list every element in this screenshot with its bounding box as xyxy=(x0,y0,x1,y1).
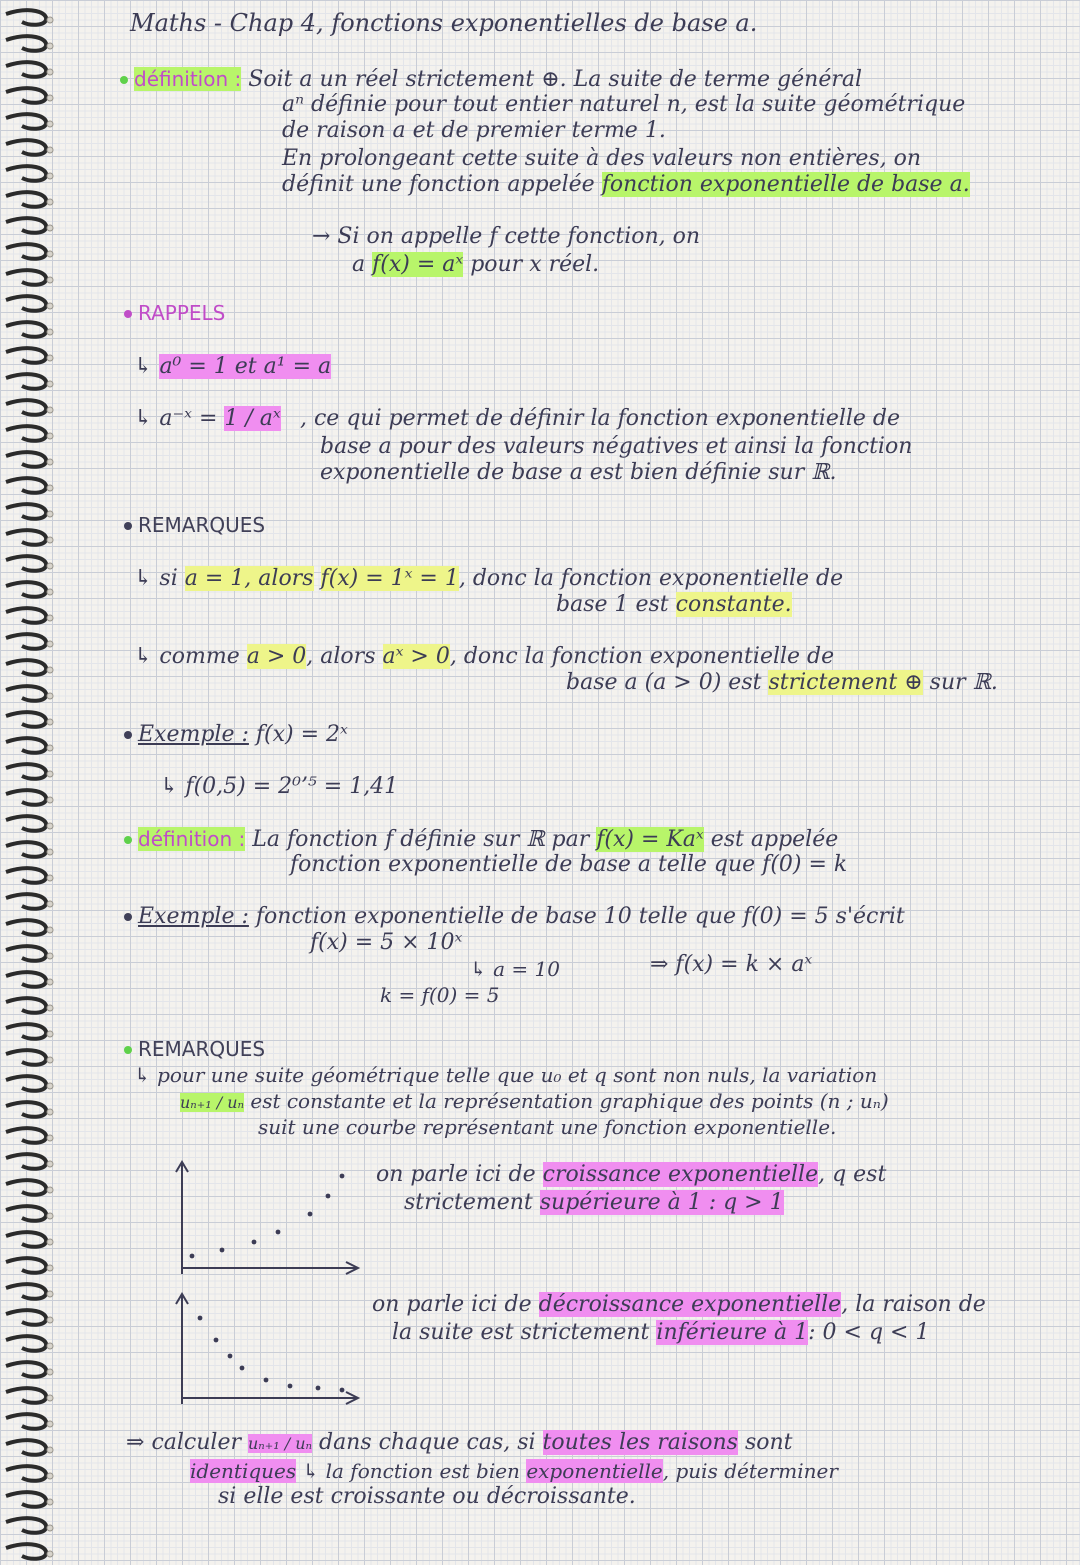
def2-label: définition : xyxy=(138,827,246,851)
spiral-ring xyxy=(6,816,46,831)
def1-sub-2c: pour x réel. xyxy=(470,252,600,277)
ex2-label: Exemple : xyxy=(138,904,249,929)
binding-hole xyxy=(47,1291,53,1297)
spiral-ring xyxy=(6,1440,46,1455)
rappels-line1 xyxy=(134,354,331,380)
binding-hole xyxy=(47,407,53,413)
def2-l1a: La fonction f définie sur ℝ par xyxy=(252,827,590,852)
spiral-ring xyxy=(6,218,46,233)
rappels-r2b: , ce qui permet de définir la fonction exponentielle de xyxy=(300,406,901,431)
rappels-line2 xyxy=(134,406,281,432)
growth-graph-icon xyxy=(170,1156,370,1280)
spiral-ring xyxy=(6,1232,46,1247)
def1-text-4: En prolongeant cette suite à des valeurs non entières, on xyxy=(282,146,922,171)
spiral-ring xyxy=(6,946,46,961)
bullet xyxy=(120,76,128,84)
spiral-ring xyxy=(6,426,46,441)
rem2-decroissance-line2 xyxy=(392,1320,929,1346)
rappels-label: RAPPELS xyxy=(138,301,226,325)
binding-hole xyxy=(47,1239,53,1245)
def2-line1 xyxy=(124,826,838,853)
def1-text-3: de raison a et de premier terme 1. xyxy=(282,118,666,143)
spiral-ring xyxy=(6,192,46,207)
def1-sub-2a: a xyxy=(352,252,366,277)
binding-hole xyxy=(47,1213,53,1219)
def1-line1 xyxy=(120,66,862,93)
concl-l2c: exponentielle xyxy=(526,1459,663,1483)
spiral-ring xyxy=(6,1180,46,1195)
binding-hole xyxy=(47,823,53,829)
rappels-r2d: exponentielle de base a est bien définie sur ℝ. xyxy=(320,460,837,485)
binding-hole xyxy=(47,641,53,647)
spiral-ring xyxy=(6,660,46,675)
binding-hole xyxy=(47,1005,53,1011)
ex2-l5: k = f(0) = 5 xyxy=(380,983,500,1007)
rem2-decroissance-line1 xyxy=(372,1292,986,1318)
spiral-ring xyxy=(6,322,46,337)
binding-hole xyxy=(47,95,53,101)
bullet xyxy=(124,1046,132,1054)
concl-line1 xyxy=(126,1430,793,1457)
rem2-l3: suit une courbe représentant une fonction exponentielle. xyxy=(258,1115,837,1139)
binding-hole xyxy=(47,17,53,23)
rem1-m2g: strictement ⊕ xyxy=(768,670,923,695)
spiral-ring xyxy=(6,140,46,155)
def1-text-1: Soit a un réel strictement ⊕. La suite de terme général xyxy=(248,67,863,92)
spiral-ring xyxy=(6,1336,46,1351)
rem2-d1a: on parle ici de xyxy=(372,1292,532,1317)
binding-hole xyxy=(47,849,53,855)
spiral-ring xyxy=(6,530,46,545)
rem1-m2h: sur ℝ. xyxy=(929,670,998,695)
binding-hole xyxy=(47,459,53,465)
concl-l3: si elle est croissante ou décroissante. xyxy=(218,1484,636,1509)
spiral-ring xyxy=(6,1258,46,1273)
rem1-m1a: ↳ si xyxy=(134,566,178,591)
spiral-ring xyxy=(6,1024,46,1039)
def1-text-5a: définit une fonction appelée xyxy=(282,172,595,197)
spiral-ring xyxy=(6,790,46,805)
binding-hole xyxy=(47,381,53,387)
binding-hole xyxy=(47,121,53,127)
spiral-ring xyxy=(6,608,46,623)
rem2-d1d: la suite est strictement xyxy=(392,1320,650,1345)
spiral-ring xyxy=(6,738,46,753)
binding-hole xyxy=(47,563,53,569)
binding-hole xyxy=(47,1499,53,1505)
spiral-ring xyxy=(6,998,46,1013)
rem1-line4 xyxy=(566,670,998,696)
rem1-m1b: a = 1, alors xyxy=(184,566,314,591)
binding-hole xyxy=(47,1447,53,1453)
spiral-ring xyxy=(6,478,46,493)
spiral-ring xyxy=(6,842,46,857)
binding-hole xyxy=(47,1109,53,1115)
binding-hole xyxy=(47,1265,53,1271)
def2-l1c: est appelée xyxy=(710,827,839,852)
spiral-ring xyxy=(6,374,46,389)
bullet xyxy=(124,913,132,921)
ex2-l4: ⇒ f(x) = k × aˣ xyxy=(650,952,813,977)
binding-hole xyxy=(47,719,53,725)
binding-hole xyxy=(47,667,53,673)
spiral-ring xyxy=(6,244,46,259)
binding-hole xyxy=(47,1343,53,1349)
ex1-label: Exemple : xyxy=(138,722,249,747)
binding-hole xyxy=(47,303,53,309)
spiral-ring xyxy=(6,894,46,909)
binding-hole xyxy=(47,1161,53,1167)
spiral-ring xyxy=(6,270,46,285)
rem1-m2c: , alors xyxy=(306,644,376,669)
binding-hole xyxy=(47,875,53,881)
spiral-ring xyxy=(6,868,46,883)
rem1-m1c: f(x) = 1ˣ = 1 xyxy=(320,566,459,591)
rem1-m2f: base a (a > 0) est xyxy=(566,670,762,695)
binding-hole xyxy=(47,355,53,361)
spiral-binding-icon xyxy=(0,0,60,1565)
rappels-arrow-1: ↳ xyxy=(134,354,153,379)
spiral-ring xyxy=(6,1518,46,1533)
rem1-line1 xyxy=(134,566,843,592)
binding-hole xyxy=(47,511,53,517)
binding-hole xyxy=(47,277,53,283)
page-title: Maths - Chap 4, fonctions exponentielles de base a. xyxy=(130,9,758,37)
binding-hole xyxy=(47,433,53,439)
rem1-m2d: aˣ > 0 xyxy=(382,644,450,669)
rem1-m2b: a > 0 xyxy=(246,644,307,669)
rappels-r2c: base a pour des valeurs négatives et ainsi la fonction xyxy=(320,434,913,459)
def1-sub-1: → Si on appelle f cette fonction, on xyxy=(312,224,701,249)
spiral-ring xyxy=(6,920,46,935)
binding-hole xyxy=(47,771,53,777)
rappels-r1: a⁰ = 1 et a¹ = a xyxy=(159,354,332,379)
rem2-d1b: décroissance exponentielle xyxy=(538,1292,842,1317)
spiral-ring xyxy=(6,634,46,649)
rem1-m1d: , donc la fonction exponentielle de xyxy=(458,566,844,591)
rem1-line3 xyxy=(134,644,834,670)
rem2-croissance-line1 xyxy=(376,1162,886,1188)
def1-text-5b: fonction exponentielle de base a. xyxy=(601,172,970,197)
concl-l2d: , puis déterminer xyxy=(662,1459,838,1483)
binding-hole xyxy=(47,927,53,933)
binding-hole xyxy=(47,485,53,491)
binding-hole xyxy=(47,199,53,205)
ex2-l3: ↳ a = 10 xyxy=(470,957,560,981)
ex2-l2: f(x) = 5 × 10ˣ xyxy=(310,930,463,955)
rem2-l2: est constante et la représentation graphique des points (n ; uₙ) xyxy=(250,1089,889,1113)
rappels-heading xyxy=(124,300,225,327)
rem1-m2e: , donc la fonction exponentielle de xyxy=(449,644,835,669)
spiral-ring xyxy=(6,166,46,181)
spiral-ring xyxy=(6,1388,46,1403)
rem1-m1f: constante. xyxy=(675,592,792,617)
binding-hole xyxy=(47,693,53,699)
spiral-ring xyxy=(6,348,46,363)
spiral-ring xyxy=(6,712,46,727)
spiral-ring xyxy=(6,1466,46,1481)
spiral-ring xyxy=(6,504,46,519)
spiral-ring xyxy=(6,1284,46,1299)
concl-l2b: ↳ la fonction est bien xyxy=(302,1459,520,1483)
rem2-croissance-line2 xyxy=(404,1190,784,1216)
spiral-ring xyxy=(6,1310,46,1325)
concl-l1a: calculer xyxy=(151,1430,241,1455)
bullet xyxy=(124,310,132,318)
def1-sub-line2 xyxy=(352,252,599,278)
spiral-ring xyxy=(6,400,46,415)
rem2-c1e: supérieure à 1 : q > 1 xyxy=(539,1190,784,1215)
spiral-ring xyxy=(6,62,46,77)
rappels-r2a: ↳ a⁻ˣ = xyxy=(134,406,218,431)
spiral-ring xyxy=(6,452,46,467)
ex2-line1 xyxy=(124,904,905,930)
binding-hole xyxy=(47,901,53,907)
binding-hole xyxy=(47,1421,53,1427)
binding-hole xyxy=(47,1551,53,1557)
def2-l1b: f(x) = Kaˣ xyxy=(596,827,704,852)
spiral-ring xyxy=(6,1050,46,1065)
rem2-label: REMARQUES xyxy=(138,1037,266,1061)
bullet xyxy=(124,731,132,739)
binding-hole xyxy=(47,251,53,257)
binding-hole xyxy=(47,1187,53,1193)
bullet xyxy=(124,522,132,530)
spiral-ring xyxy=(6,1414,46,1429)
rem2-c1a: on parle ici de xyxy=(376,1162,536,1187)
spiral-ring xyxy=(6,296,46,311)
concl-l2a: identiques xyxy=(190,1459,297,1483)
binding-hole xyxy=(47,1057,53,1063)
rem2-d1c: , la raison de xyxy=(841,1292,986,1317)
binding-hole xyxy=(47,147,53,153)
rem2-c1b: croissance exponentielle xyxy=(542,1162,819,1187)
rem2-d1e: inférieure à 1 xyxy=(656,1320,809,1345)
binding-hole xyxy=(47,1395,53,1401)
rem1-line2 xyxy=(556,592,792,618)
spiral-ring xyxy=(6,1154,46,1169)
binding-hole xyxy=(47,1135,53,1141)
binding-hole xyxy=(47,537,53,543)
ex1-formula: f(x) = 2ˣ xyxy=(255,722,348,747)
rem1-m1e: base 1 est xyxy=(556,592,669,617)
def1-text-2: aⁿ définie pour tout entier naturel n, est la suite géométrique xyxy=(282,92,966,117)
spiral-ring xyxy=(6,582,46,597)
rem2-fraction: uₙ₊₁ / uₙ xyxy=(180,1093,244,1112)
spiral-ring xyxy=(6,10,46,25)
rem1-label: REMARQUES xyxy=(138,513,266,537)
rem2-c1d: strictement xyxy=(404,1190,533,1215)
binding-hole xyxy=(47,1031,53,1037)
binding-hole xyxy=(47,225,53,231)
binding-hole xyxy=(47,745,53,751)
rem2-c1c: , q est xyxy=(818,1162,887,1187)
binding-hole xyxy=(47,43,53,49)
spiral-ring xyxy=(6,764,46,779)
binding-hole xyxy=(47,953,53,959)
spiral-ring xyxy=(6,36,46,51)
spiral-ring xyxy=(6,88,46,103)
binding-hole xyxy=(47,329,53,335)
concl-arrow: ⇒ xyxy=(126,1430,145,1455)
binding-hole xyxy=(47,615,53,621)
rappels-r2-fraction: 1 / aˣ xyxy=(224,406,281,431)
spiral-ring xyxy=(6,1492,46,1507)
def1-line5 xyxy=(282,172,970,198)
binding-hole xyxy=(47,69,53,75)
ex1-line1 xyxy=(124,722,348,748)
concl-fraction: uₙ₊₁ / uₙ xyxy=(247,1434,312,1453)
spiral-ring xyxy=(6,686,46,701)
decay-graph-icon xyxy=(170,1290,370,1410)
def1-sub-2b: f(x) = aˣ xyxy=(372,252,464,277)
binding-hole xyxy=(47,173,53,179)
concl-l1c: toutes les raisons xyxy=(542,1430,738,1455)
binding-hole xyxy=(47,1083,53,1089)
spiral-ring xyxy=(6,556,46,571)
spiral-ring xyxy=(6,1128,46,1143)
rem2-d1f: : 0 < q < 1 xyxy=(808,1320,930,1345)
concl-l1b: dans chaque cas, si xyxy=(318,1430,536,1455)
binding-hole xyxy=(47,589,53,595)
binding-hole xyxy=(47,797,53,803)
spiral-ring xyxy=(6,972,46,987)
spiral-ring xyxy=(6,1102,46,1117)
spiral-ring xyxy=(6,114,46,129)
spiral-ring xyxy=(6,1076,46,1091)
ex2-l1: fonction exponentielle de base 10 telle que f(0) = 5 s'écrit xyxy=(255,904,905,929)
rem1-m2a: ↳ comme xyxy=(134,644,240,669)
concl-l1d: sont xyxy=(744,1430,793,1455)
rem1-heading xyxy=(124,512,265,539)
rem2-l1: ↳ pour une suite géométrique telle que u₀ et q sont non nuls, la variation xyxy=(134,1063,878,1087)
concl-line2 xyxy=(190,1458,838,1484)
binding-hole xyxy=(47,1525,53,1531)
rem2-line2 xyxy=(180,1088,889,1116)
binding-hole xyxy=(47,1317,53,1323)
bullet xyxy=(124,836,132,844)
rem2-heading xyxy=(124,1036,265,1063)
binding-hole xyxy=(47,1369,53,1375)
spiral-ring xyxy=(6,1362,46,1377)
binding-hole xyxy=(47,979,53,985)
def1-label: définition : xyxy=(134,67,242,91)
ex1-calc: ↳ f(0,5) = 2⁰’⁵ = 1,41 xyxy=(160,774,399,799)
binding-hole xyxy=(47,1473,53,1479)
spiral-ring xyxy=(6,1206,46,1221)
spiral-ring xyxy=(6,1544,46,1559)
def2-l2: fonction exponentielle de base a telle que f(0) = k xyxy=(290,852,848,877)
